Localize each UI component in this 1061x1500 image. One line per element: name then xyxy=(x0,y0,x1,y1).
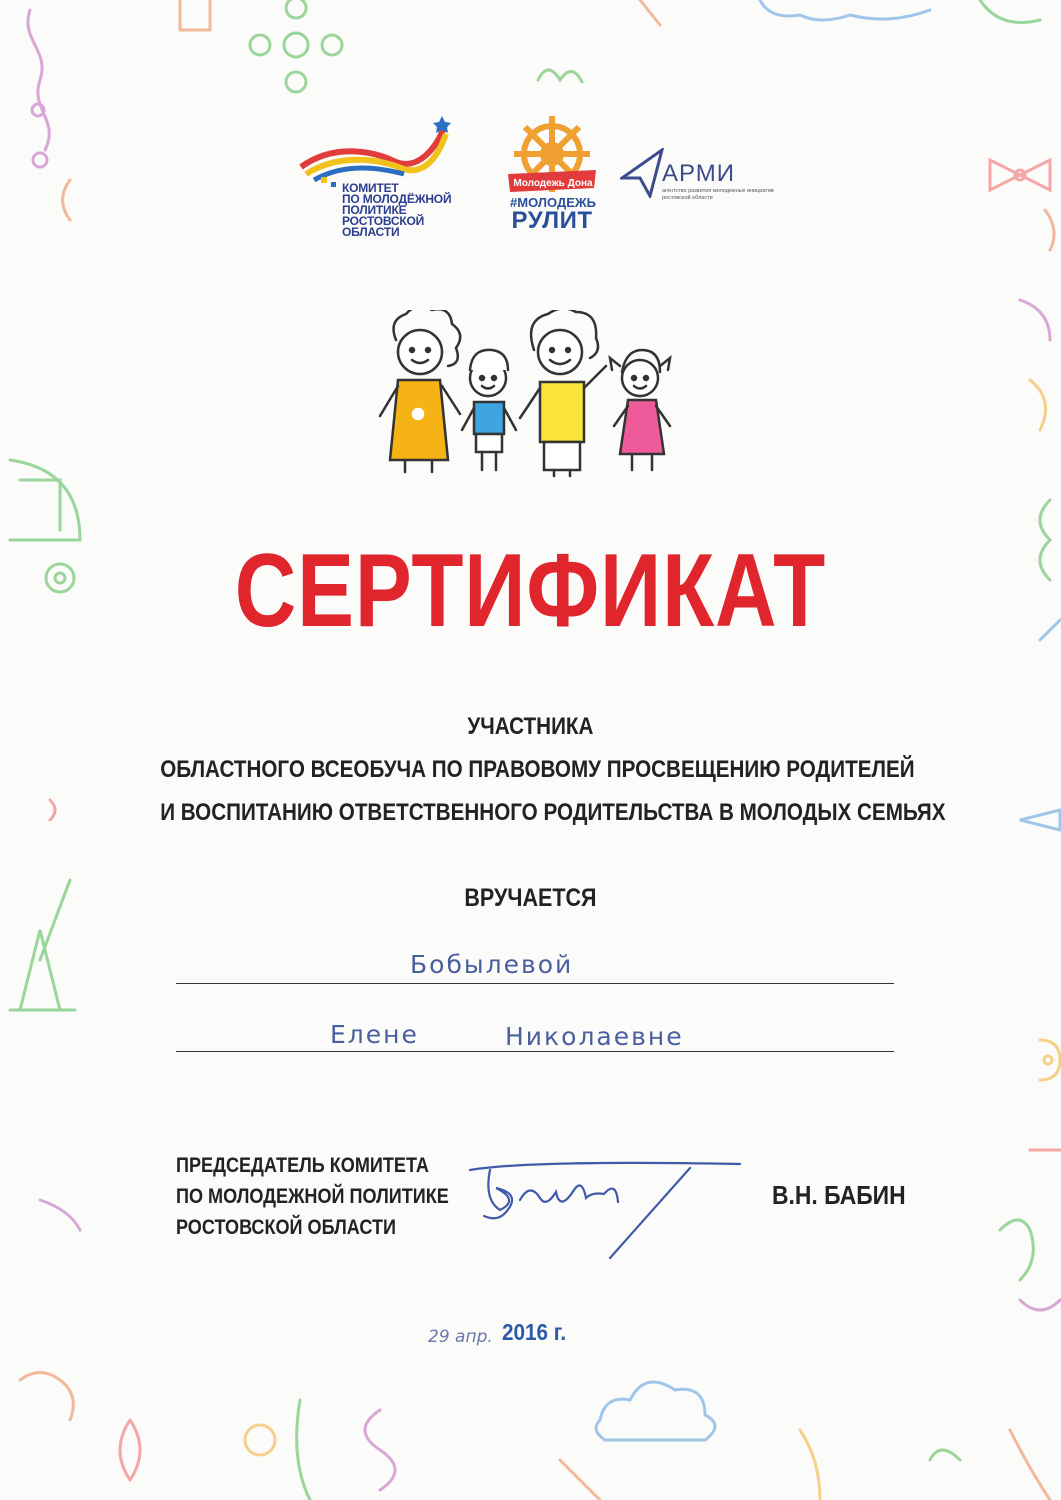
armi-arrow-icon xyxy=(620,148,664,198)
awarded-label: ВРУЧАЕТСЯ xyxy=(464,884,597,912)
committee-line: ОБЛАСТИ xyxy=(342,225,400,239)
certificate-year: 2016 г. xyxy=(502,1319,567,1345)
committee-logo-text xyxy=(342,183,492,238)
signer-name: В.Н. БАБИН xyxy=(772,1180,906,1210)
chairman-line: РОСТОВСКОЙ ОБЛАСТИ xyxy=(176,1216,396,1239)
handwritten-date: 29 апр. xyxy=(428,1327,493,1347)
committee-logo-swoosh-icon xyxy=(296,112,466,192)
armi-subtitle: агентство развития молодежных инициатив ростовской области xyxy=(662,188,774,201)
partner-logos xyxy=(0,0,1061,260)
rulit-big-text: РУЛИТ xyxy=(511,207,593,234)
subtitle-line-2: ОБЛАСТНОГО ВСЕОБУЧА ПО ПРАВОВОМУ ПРОСВЕЩЕНИЮ РОДИТЕЛЕЙ xyxy=(160,756,915,783)
handwritten-signature xyxy=(460,1150,760,1260)
chairman-line: ПРЕДСЕДАТЕЛЬ КОМИТЕТА xyxy=(176,1154,429,1177)
committee-line: РОСТОВСКОЙ xyxy=(342,214,425,228)
armi-title: АРМИ xyxy=(662,160,735,187)
rulit-ribbon-text: Молодежь Дона xyxy=(513,178,593,189)
recipient-patronymic: Николаевне xyxy=(505,1022,684,1051)
committee-line: КОМИТЕТ xyxy=(342,181,399,195)
subtitle-line-1: УЧАСТНИКА xyxy=(467,713,594,740)
subtitle-line-3: И ВОСПИТАНИЮ ОТВЕТСТВЕННОГО РОДИТЕЛЬСТВА В МОЛОДЫХ СЕМЬЯХ xyxy=(160,799,946,826)
recipient-surname: Бобылевой xyxy=(410,950,574,979)
committee-line: ПО МОЛОДЁЖНОЙ xyxy=(342,192,452,206)
family-illustration-icon xyxy=(370,310,690,480)
committee-line: ПОЛИТИКЕ xyxy=(342,203,407,217)
chairman-line: ПО МОЛОДЕЖНОЙ ПОЛИТИКЕ xyxy=(176,1185,449,1208)
chairman-title xyxy=(176,1150,449,1243)
recipient-line-1 xyxy=(176,983,894,984)
certificate-title: СЕРТИФИКАТ xyxy=(234,533,827,649)
rulit-tag-text: #МОЛОДЕЖЬ xyxy=(510,195,596,210)
recipient-line-2 xyxy=(176,1051,894,1052)
recipient-name: Елене xyxy=(330,1020,419,1049)
